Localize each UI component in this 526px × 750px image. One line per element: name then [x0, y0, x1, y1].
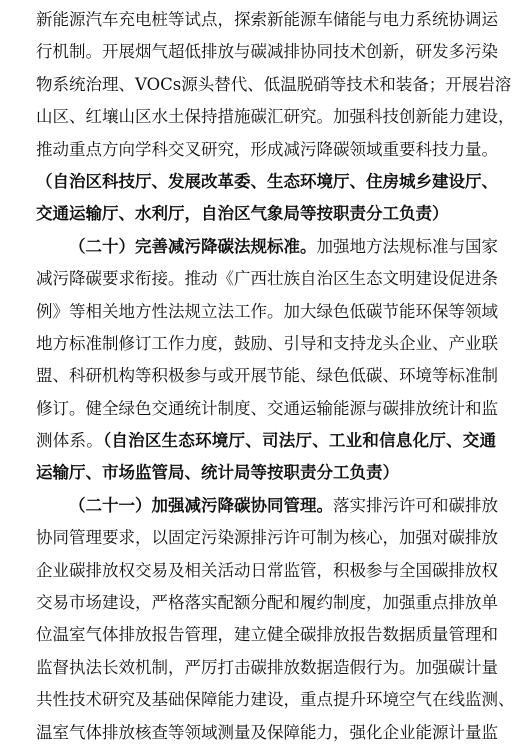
paragraph-line [36, 425, 496, 457]
responsibility-line: 交通运输厅、水利厅，自治区气象局等按职责分工负责） [36, 204, 449, 224]
paragraph-text: 测体系。 [36, 431, 103, 451]
paragraph-text: 落实排污许可和碳排放 [333, 495, 498, 515]
paragraph-line: 企业碳排放权交易及相关活动日常监管，积极参与全国碳排放权 [36, 560, 498, 580]
responsibility-text: （自治区生态环境厅、司法厅、工业和信息化厅、交通 [102, 431, 497, 451]
paragraph-line: 位温室气体排放报告管理，建立健全碳排放报告数据质量管理和 [36, 625, 498, 645]
responsibility-line: 运输厅、市场监管局、统计局等按职责分工负责） [36, 463, 399, 483]
paragraph-text: 加强地方法规标准与国家 [316, 236, 498, 256]
section-heading-line [36, 490, 496, 522]
paragraph-line: 监督执法长效机制，严厉打击碳排放数据造假行为。加强碳计量 [36, 657, 498, 677]
paragraph-line: 例》等相关地方性法规立法工作。加大绿色低碳节能环保等领域 [36, 301, 498, 321]
document-page [36, 4, 515, 749]
paragraph-line: 温室气体排放核查等领域测量及保障能力，强化企业能源计量监 [36, 722, 498, 742]
paragraph-line: 共性技术研究及基础保障能力建设，重点提升环境空气在线监测、 [36, 690, 515, 710]
paragraph-line: 地方标准制修订工作力度，鼓励、引导和支持龙头企业、产业联 [36, 333, 498, 353]
paragraph-line: 山区、红壤山区水土保持措施碳汇研究。加强科技创新能力建设， [36, 107, 515, 127]
section-heading-line [36, 231, 496, 263]
paragraph-line: 交易市场建设，严格落实配额分配和履约制度，加强重点排放单 [36, 593, 498, 613]
paragraph-line: 新能源汽车充电桩等试点，探索新能源车储能与电力系统协调运 [36, 10, 498, 29]
paragraph-line: 行机制。开展烟气超低排放与碳减排协同技术创新，研发多污染 [36, 42, 498, 62]
responsibility-line: （自治区科技厅、发展改革委、生态环境厅、住房城乡建设厅、 [36, 171, 498, 191]
paragraph-line: 物系统治理、VOCs源头替代、低温脱硝等技术和装备；开展岩溶 [36, 74, 512, 94]
paragraph-line: 盟、科研机构等积极参与或开展节能、绿色低碳、环境等标准制 [36, 366, 498, 386]
paragraph-line: 减污降碳要求衔接。推动《广西壮族自治区生态文明建设促进条 [36, 269, 498, 289]
paragraph-line: 协同管理要求，以固定污染源排污许可制为核心，加强对碳排放 [36, 528, 498, 548]
paragraph-line: 推动重点方向学科交叉研究，形成减污降碳领域重要科技力量。 [36, 139, 498, 159]
paragraph-line: 修订。健全绿色交通统计制度、交通运输能源与碳排放统计和监 [36, 398, 498, 418]
section-heading: （二十一）加强减污降碳协同管理。 [69, 495, 333, 515]
section-heading: （二十）完善减污降碳法规标准。 [69, 236, 317, 256]
